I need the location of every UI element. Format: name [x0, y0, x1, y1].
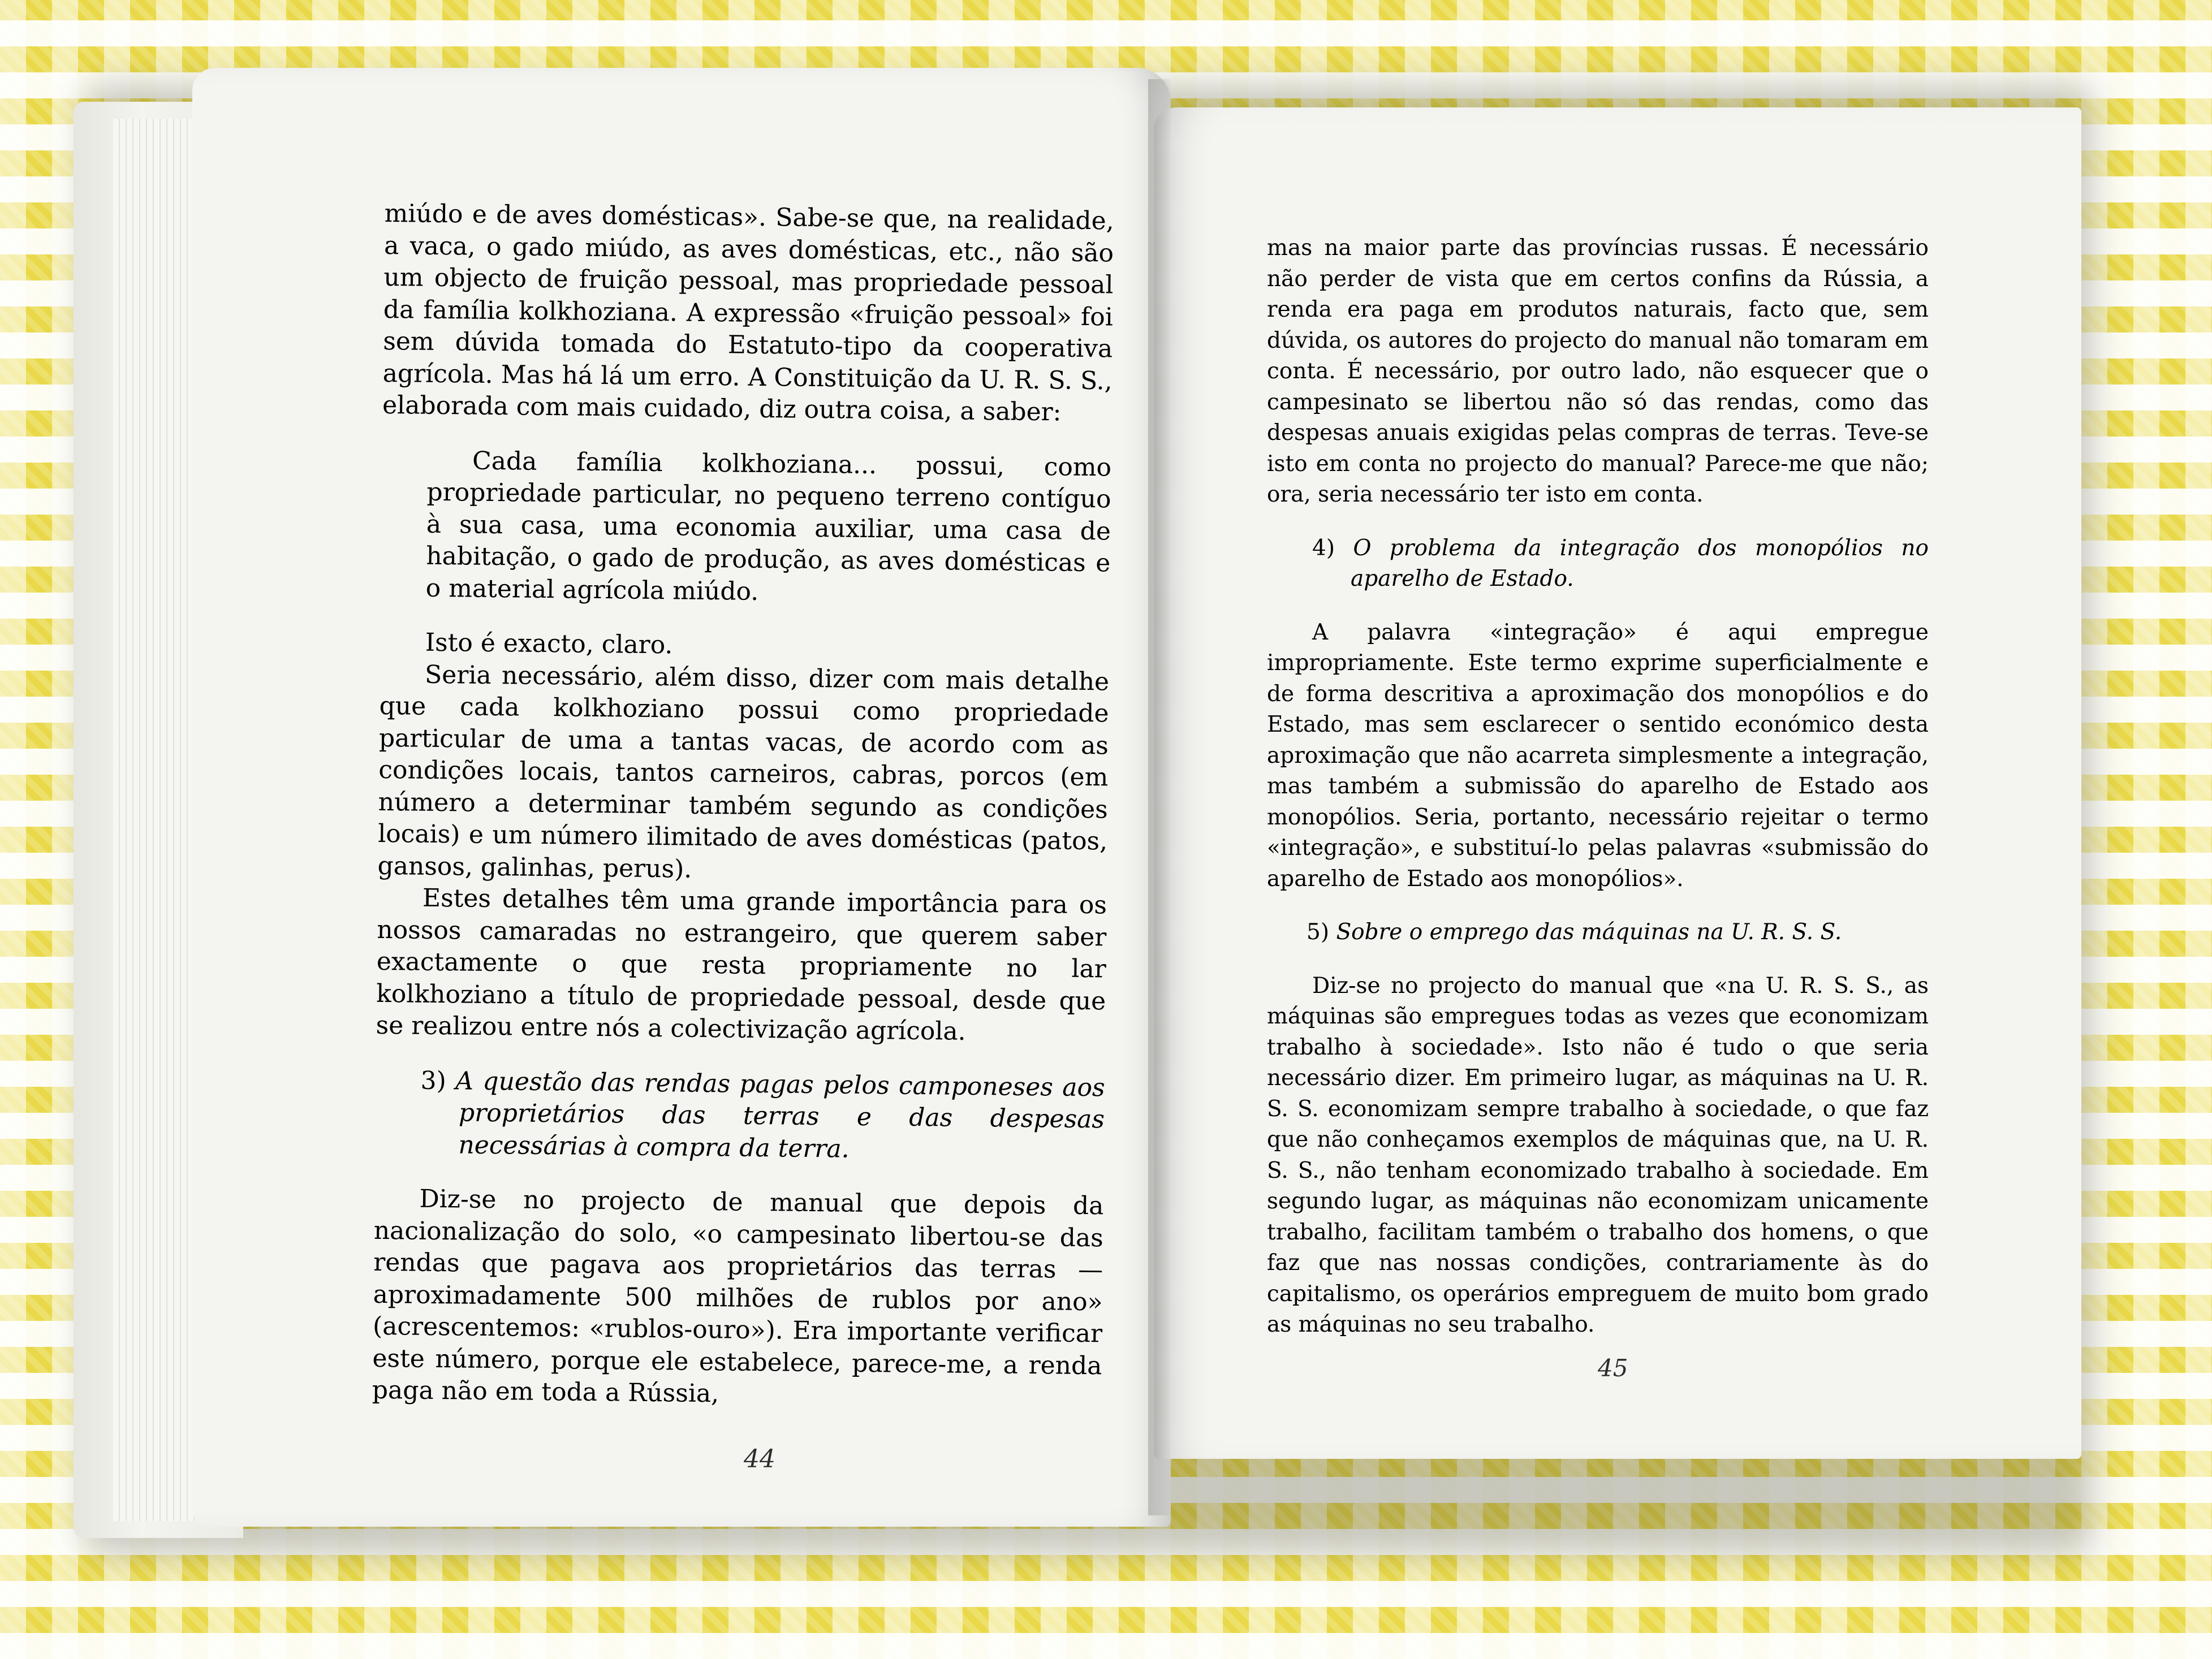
section-3-title: A questão das rendas pagas pelos camponeses aos proprietários das terras e das despesas necessárias à compra da terra. [455, 1066, 1105, 1164]
section-4-number: 4) [1312, 535, 1335, 561]
left-quote: Cada família kolkhoziana... possui, como propriedade particular, no pequeno terreno contíguo à sua casa, uma economia auxiliar, uma casa de habitação, o gado de produção, as aves domésticas e o material agrícola miúdo. [425, 446, 1112, 606]
left-paragraph-2: Isto é exacto, claro. [425, 628, 673, 660]
book-gutter [1148, 79, 1171, 1515]
right-paragraph-1: mas na maior parte das províncias russas. É necessário não perder de vista que em certos confins da Rússia, a renda era paga em produtos naturais, facto que, sem dúvida, os autores do projecto do manual não tomaram em conta. É necessário, por outro lado, não esquecer que o campesinato se libertou não só das rendas, como das despesas anuais exigidas pelas compras de terras. Teve-se isto em conta no projecto do manual? Parece-me que não; ora, seria necessário ter isto em conta. [1267, 235, 1929, 507]
left-page-text [372, 198, 1114, 1414]
left-paragraph-5: Diz-se no projecto de manual que depois da nacionalização do solo, «o campesinato libertou-se das rendas que pagava aos proprietários das terras — aproximadamente 500 milhões de rublos por ano» (acrescentemos: «rublos-ouro»). Era importante verificar este número, porque ele estabelece, parece-me, a renda paga não em toda a Rússia, [372, 1184, 1104, 1409]
left-paragraph-3: Seria necessário, além disso, dizer com mais detalhe que cada kolkhoziano possui como propriedade particular de uma a tantas vacas, de acordo com as condições locais, tantos carneiros, cabras, porcos (em número a determinar também segundo as condições locais) e um número ilimitado de aves domésticas (patos, gansos, galinhas, perus). [377, 660, 1110, 884]
section-3-number: 3) [420, 1066, 447, 1095]
section-3-heading [420, 1065, 1105, 1168]
right-paragraph-2: A palavra «integração» é aqui empregue impropriamente. Este termo exprime superficialmente e de forma descritiva a aproximação dos monopólios e do Estado, mas sem esclarecer o sentido económico desta aproximação que não acarreta simplesmente a integração, mas também a submissão do aparelho de Estado aos monopólios. Seria, portanto, necessário rejeitar o termo «integração», e substituí-lo pelas palavras «submissão do aparelho de Estado aos monopólios». [1267, 619, 1929, 892]
right-page-number: 45 [1598, 1354, 1628, 1382]
section-4-heading [1312, 533, 1929, 595]
right-page-text [1267, 233, 1929, 1341]
right-paragraph-3: Diz-se no projecto do manual que «na U. R. S. S., as máquinas são empregues todas as vezes que economizam trabalho à sociedade». Isto não é tudo o que seria necessário dizer. Em primeiro lugar, as máquinas na U. R. S. S. economizam sempre trabalho à sociedade, o que faz que não conheçamos exemplos de máquinas que, na U. R. S. S., não tenham economizado trabalho à sociedade. Em segundo lugar, as máquinas não economizam unicamente trabalho, facilitam também o trabalho dos homens, o que faz que nas nossas condições, contrariamente às do capitalismo, os operários empreguem de muito bom grado as máquinas no seu trabalho. [1267, 973, 1929, 1337]
left-paragraph-1: miúdo e de aves domésticas». Sabe-se que, na realidade, a vaca, o gado miúdo, as aves domésticas, etc., não são um objecto de fruição pessoal, mas propriedade pessoal da família kolkhoziana. A expressão «fruição pessoal» foi sem dúvida tomada do Estatuto-tipo da cooperativa agrícola. Mas há lá um erro. A Constituição da U. R. S. S., elaborada com mais cuidado, diz outra coisa, a saber: [382, 198, 1114, 427]
left-paragraph-4: Estes detalhes têm uma grande importância para os nossos camaradas no estrangeiro, que querem saber exactamente o que resta propriamente no lar kolkhoziano a título de propriedade pessoal, desde que se realizou entre nós a colectivização agrícola. [376, 883, 1107, 1046]
section-4-title: O problema da integração dos monopólios no aparelho de Estado. [1351, 535, 1929, 591]
left-page-number: 44 [744, 1445, 775, 1474]
section-5-title: Sobre o emprego das máquinas na U. R. S. S. [1336, 919, 1842, 945]
section-5-heading [1306, 917, 1929, 948]
section-5-number: 5) [1306, 919, 1330, 945]
